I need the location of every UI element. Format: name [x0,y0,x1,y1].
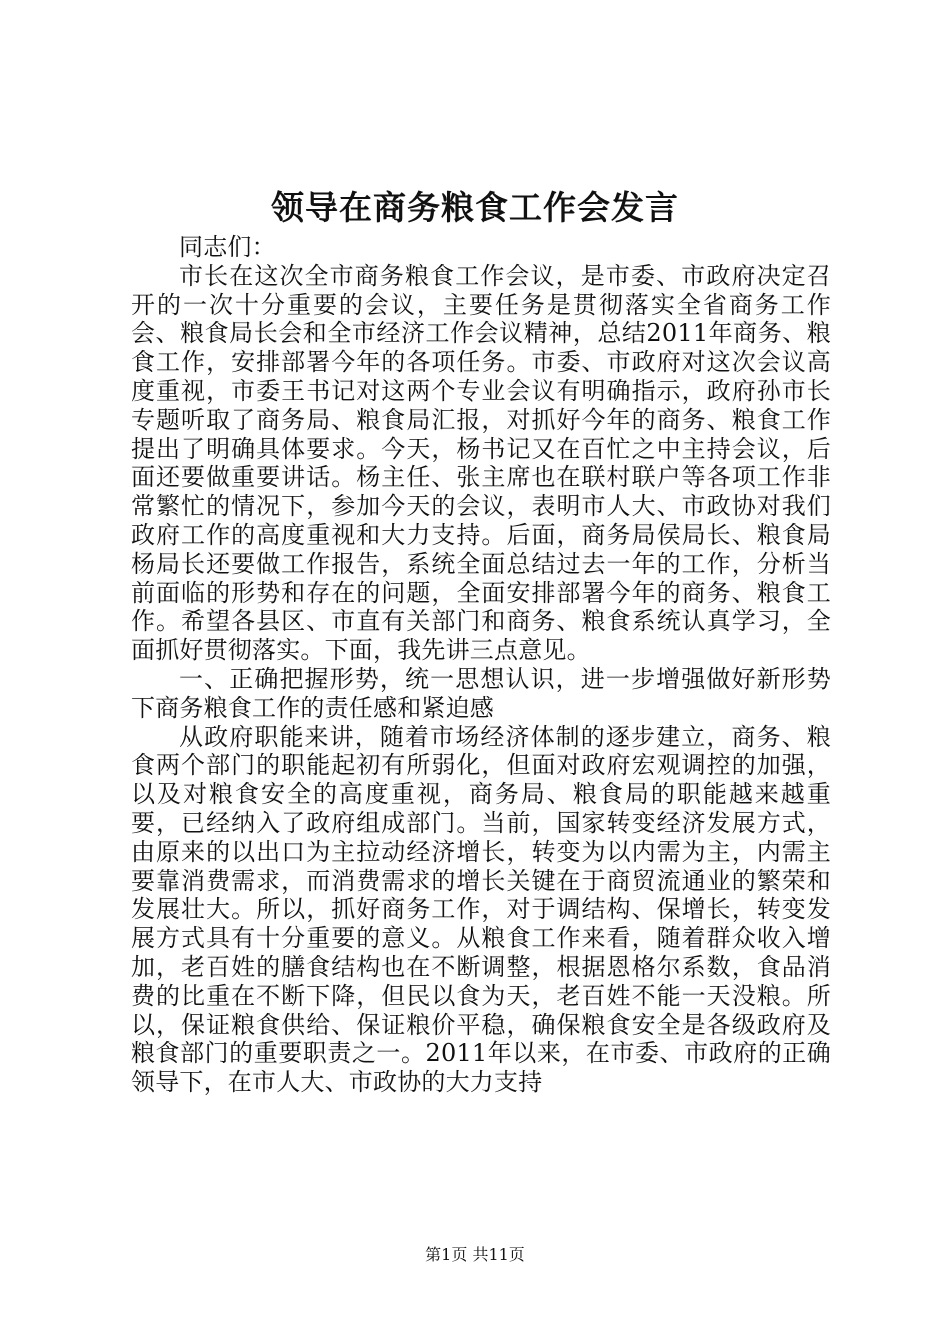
document-title: 领导在商务粮食工作会发言 [271,188,679,227]
section-heading-paragraph: 一、正确把握形势，统一思想认识，进一步增强做好新形势下商务粮食工作的责任感和紧迫感 [131,664,831,722]
body-paragraph: 从政府职能来讲，随着市场经济体制的逐步建立，商务、粮食两个部门的职能起初有所弱化，但面对政府宏观调控的加强，以及对粮食安全的高度重视，商务局、粮食局的职能越来越重要，已经纳入了政府组成部门。当前，国家转变经济发展方式，由原来的以出口为主拉动经济增长，转变为以内需为主，内需主要靠消费需求，而消费需求的增长关键在于商贸流通业的繁荣和发展壮大。所以，抓好商务工作，对于调结构、保增长，转变发展方式具有十分重要的意义。从粮食工作来看，随着群众收入增加，老百姓的膳食结构也在不断调整，根据恩格尔系数，食品消费的比重在不断下降，但民以食为天，老百姓不能一天没粮。所以，保证粮食供给、保证粮价平稳，确保粮食安全是各级政府及粮食部门的重要职责之一。2011年以来，在市委、市政府的正确领导下，在市人大、市政协的大力支持 [131,722,831,1097]
salutation-paragraph: 同志们： [179,233,276,261]
document-body [131,233,831,1097]
page-number-footer: 第1页 共11页 [425,1245,525,1264]
body-paragraph: 市长在这次全市商务粮食工作会议，是市委、市政府决定召开的一次十分重要的会议，主要任务是贯彻落实全省商务工作会、粮食局长会和全市经济工作会议精神，总结2011年商务、粮食工作，安排部署今年的各项任务。市委、市政府对这次会议高度重视，市委王书记对这两个专业会议有明确指示，政府孙市长专题听取了商务局、粮食局汇报，对抓好今年的商务、粮食工作提出了明确具体要求。今天，杨书记又在百忙之中主持会议，后面还要做重要讲话。杨主任、张主席也在联村联户等各项工作非常繁忙的情况下，参加今天的会议，表明市人大、市政协对我们政府工作的高度重视和大力支持。后面，商务局侯局长、粮食局杨局长还要做工作报告，系统全面总结过去一年的工作，分析当前面临的形势和存在的问题，全面安排部署今年的商务、粮食工作。希望各县区、市直有关部门和商务、粮食系统认真学习，全面抓好贯彻落实。下面，我先讲三点意见。 [131,261,831,665]
